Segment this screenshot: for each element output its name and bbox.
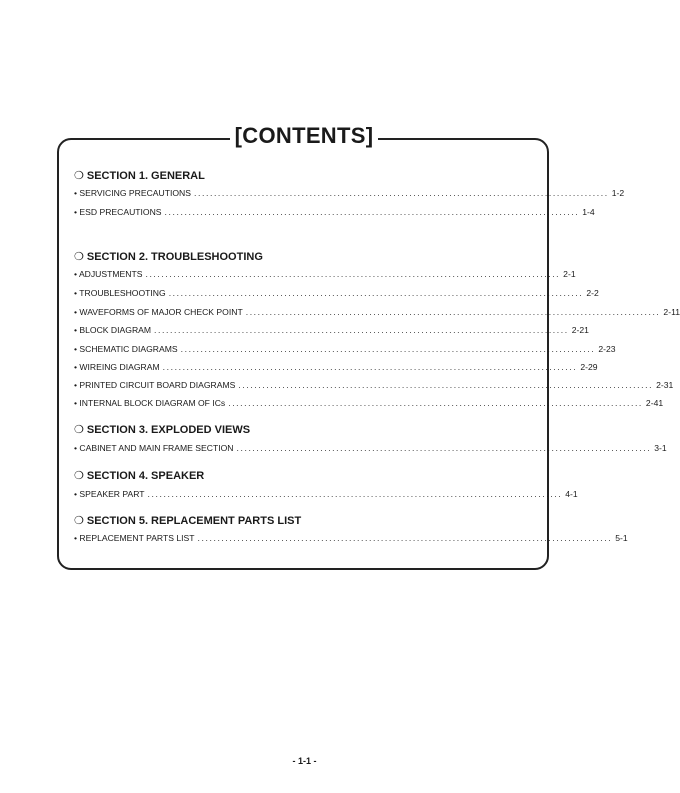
leader-dots: ........................................................................................................ [197,533,613,543]
toc-entry[interactable]: • CABINET AND MAIN FRAME SECTION ........................................................................................................ 3-1 [74,443,667,453]
leader-dots: ........................................................................................................ [145,269,561,279]
toc-entry[interactable]: • BLOCK DIAGRAM ........................................................................................................ 2-21 [74,325,589,335]
toc-entry[interactable]: • SPEAKER PART ........................................................................................................ 4-1 [74,489,578,499]
section-heading: ❍ SECTION 1. GENERAL [74,170,205,182]
toc-entry[interactable]: • INTERNAL BLOCK DIAGRAM OF ICs ........................................................................................................ 2-41 [74,398,664,408]
toc-entry[interactable]: • TROUBLESHOOTING ........................................................................................................ 2-2 [74,288,599,298]
toc-entry[interactable]: • PRINTED CIRCUIT BOARD DIAGRAMS ........................................................................................................ 2-31 [74,380,674,390]
leader-dots: ........................................................................................................ [180,344,596,354]
leader-dots: ........................................................................................................ [238,380,654,390]
page-title: [CONTENTS] [230,121,378,151]
leader-dots: ........................................................................................................ [228,398,643,408]
toc-entry[interactable]: • WAVEFORMS OF MAJOR CHECK POINT ........................................................................................................ 2-11 [74,307,680,317]
leader-dots: ........................................................................................................ [164,207,580,217]
section-heading: ❍ SECTION 4. SPEAKER [74,470,205,482]
toc-entry[interactable]: • WIREING DIAGRAM ........................................................................................................ 2-29 [74,362,598,372]
section-marker-icon: ❍ [74,251,84,263]
toc-entry[interactable]: • SERVICING PRECAUTIONS ........................................................................................................ 1-2 [74,188,625,198]
toc-entry[interactable]: • ESD PRECAUTIONS ........................................................................................................ 1-4 [74,207,595,217]
leader-dots: ........................................................................................................ [154,325,569,335]
leader-dots: ........................................................................................................ [194,188,609,198]
section-heading: ❍ SECTION 2. TROUBLESHOOTING [74,251,263,263]
section-marker-icon: ❍ [74,515,84,527]
section-heading: ❍ SECTION 3. EXPLODED VIEWS [74,424,251,436]
section-marker-icon: ❍ [74,170,84,182]
toc-entry[interactable]: • SCHEMATIC DIAGRAMS ........................................................................................................ 2-23 [74,344,616,354]
section-heading: ❍ SECTION 5. REPLACEMENT PARTS LIST [74,515,302,527]
section-marker-icon: ❍ [74,424,84,436]
toc-entry[interactable]: • ADJUSTMENTS ........................................................................................................ 2-1 [74,269,576,279]
leader-dots: ........................................................................................................ [236,443,652,453]
leader-dots: ........................................................................................................ [162,362,578,372]
leader-dots: ........................................................................................................ [245,307,661,317]
leader-dots: ........................................................................................................ [147,489,563,499]
toc-entry[interactable]: • REPLACEMENT PARTS LIST ........................................................................................................ 5-1 [74,533,628,543]
leader-dots: ........................................................................................................ [168,288,584,298]
section-marker-icon: ❍ [74,470,84,482]
page-number: - 1-1 - [292,756,317,766]
